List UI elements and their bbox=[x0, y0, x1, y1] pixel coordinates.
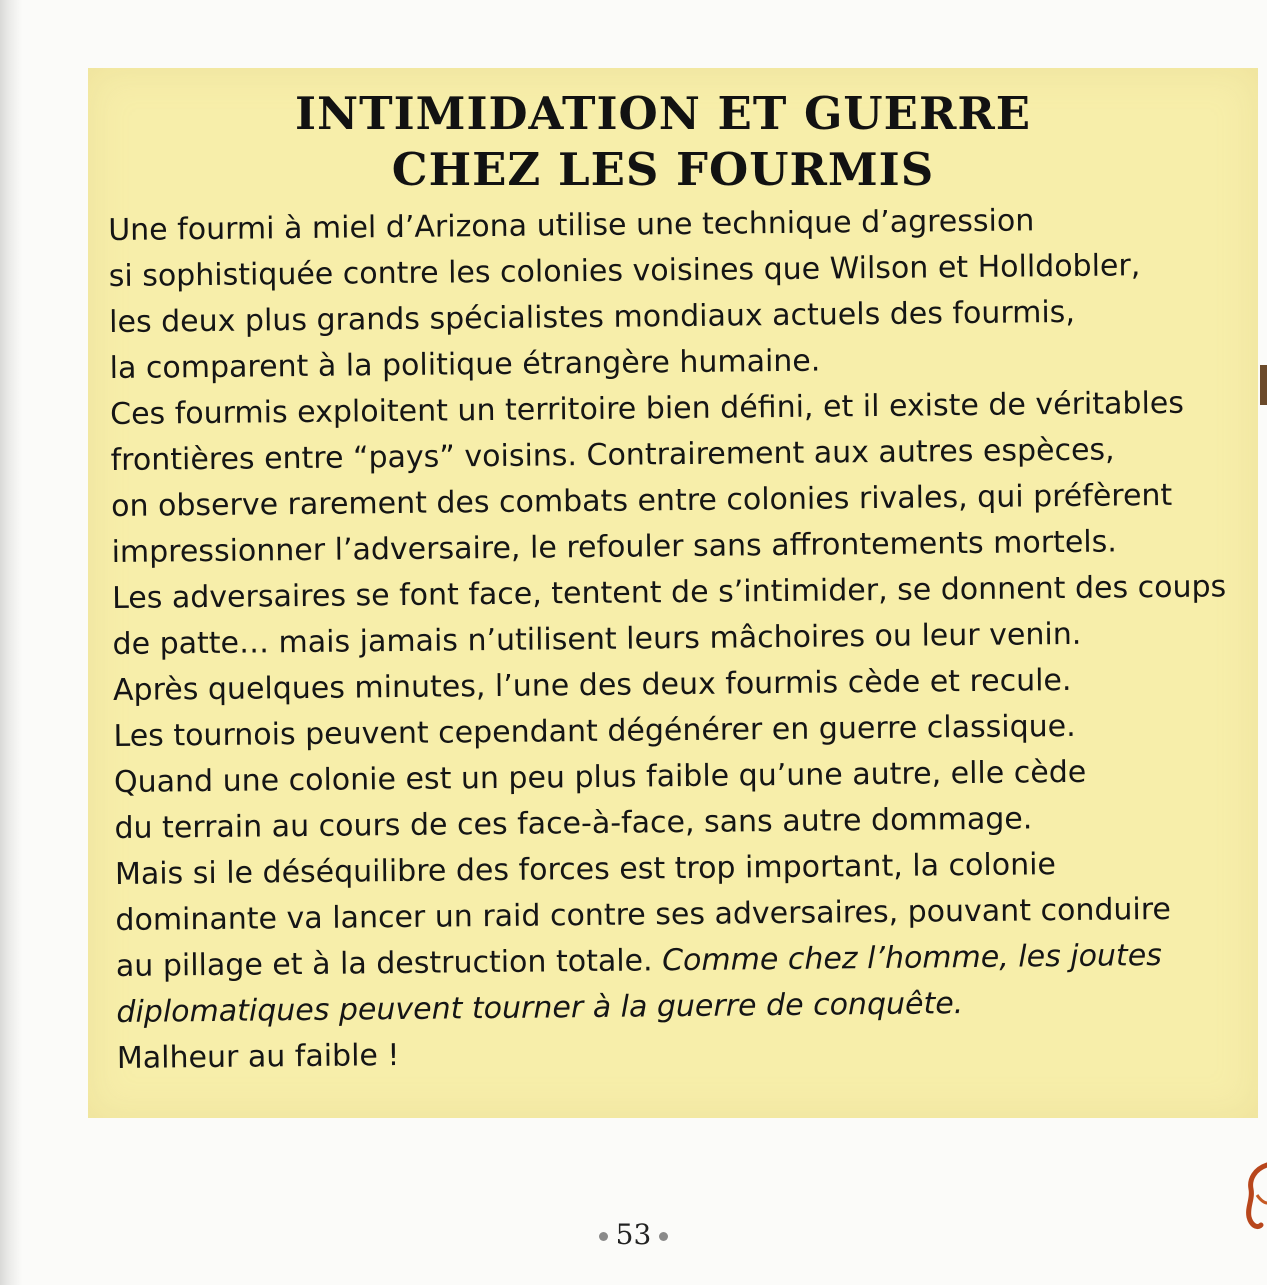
text-line: impressionner l’adversaire, le refouler sans affrontements mortels. bbox=[111, 524, 1117, 570]
text-line: Ces fourmis exploitent un territoire bien défini, et il existe de véritables bbox=[109, 385, 1185, 432]
text-line: Une fourmi à miel d’Arizona utilise une technique d’agression bbox=[108, 203, 1035, 248]
box-title-line-1: INTIMIDATION ET GUERRE bbox=[294, 87, 1032, 140]
text-line: Quand une colonie est un peu plus faible qu’une autre, elle cède bbox=[113, 754, 1087, 800]
sidebar-box bbox=[88, 68, 1258, 1118]
cropped-previous-text-line bbox=[78, 0, 778, 6]
text-line: la comparent à la politique étrangère humaine. bbox=[109, 343, 821, 386]
text-line: les deux plus grands spécialistes mondiaux actuels des fourmis, bbox=[109, 294, 1076, 340]
text-line-italic: diplomatiques peuvent tourner à la guerre de conquête. bbox=[116, 986, 964, 1030]
page-gutter-shadow bbox=[0, 0, 22, 1285]
text-regular-part: au pillage et à la destruction totale. bbox=[115, 943, 663, 984]
page-number-value: 53 bbox=[615, 1218, 652, 1251]
text-line: si sophistiquée contre les colonies voisines que Wilson et Holldobler, bbox=[108, 248, 1141, 294]
bullet-dot-icon bbox=[659, 1232, 668, 1241]
text-line: dominante va lancer un raid contre ses adversaires, pouvant conduire bbox=[115, 891, 1172, 938]
text-line: Après quelques minutes, l’une des deux fourmis cède et recule. bbox=[112, 662, 1072, 708]
text-line: Les tournois peuvent cependant dégénérer en guerre classique. bbox=[113, 708, 1076, 754]
text-line: du terrain au cours de ces face-à-face, sans autre dommage. bbox=[114, 801, 1033, 846]
edge-illustration-fragment bbox=[1260, 365, 1267, 405]
text-line: de patte… mais jamais n’utilisent leurs mâchoires ou leur venin. bbox=[112, 616, 1082, 662]
text-line: on observe rarement des combats entre colonies rivales, qui préfèrent bbox=[110, 477, 1173, 524]
text-line: frontières entre “pays” voisins. Contrairement aux autres espèces, bbox=[110, 432, 1115, 478]
box-title bbox=[88, 86, 1238, 198]
text-line: Mais si le déséquilibre des forces est trop important, la colonie bbox=[114, 847, 1057, 892]
text-italic-part: Comme chez l’homme, les joutes bbox=[661, 938, 1162, 979]
bullet-dot-icon bbox=[599, 1232, 608, 1241]
text-line-closing: Malheur au faible ! bbox=[116, 1037, 400, 1076]
box-title-line-2: CHEZ LES FOURMIS bbox=[391, 143, 935, 196]
text-line: Les adversaires se font face, tentent de s’intimider, se donnent des coups bbox=[111, 569, 1227, 616]
page-number bbox=[0, 1218, 1267, 1251]
box-body-text bbox=[108, 196, 1257, 1082]
